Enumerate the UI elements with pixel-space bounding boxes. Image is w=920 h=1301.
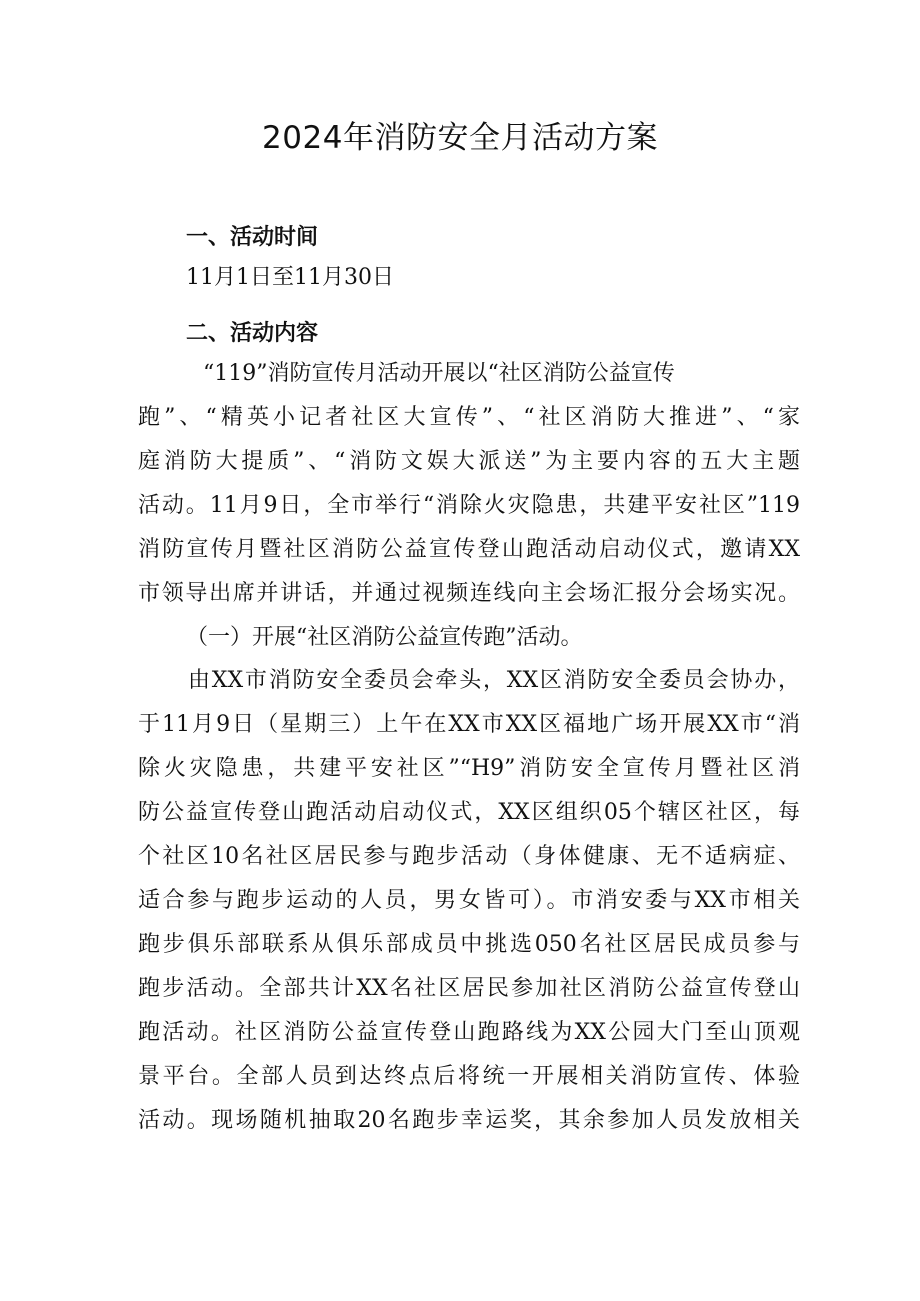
paragraph-line: 跑步俱乐部联系从俱乐部成员中挑选050名社区居民成员参与 bbox=[138, 932, 800, 957]
paragraph-line: 除火灾隐患，共建平安社区”“H9”消防安全宣传月暨社区消 bbox=[138, 756, 800, 781]
paragraph-line: 活动。11月9日，全市举行“消除火灾隐患，共建平安社区”119 bbox=[138, 493, 800, 518]
paragraph-line: 于11月9日（星期三）上午在XX市XX区福地广场开展XX市“消 bbox=[138, 712, 800, 737]
paragraph-line: 消防宣传月暨社区消防公益宣传登山跑活动启动仪式，邀请XX bbox=[138, 537, 800, 562]
paragraph-line: 防公益宣传登山跑活动启动仪式，XX区组织05个辖区社区，每 bbox=[138, 800, 800, 825]
paragraph-line: 跑步活动。全部共计XX名社区居民参加社区消防公益宣传登山 bbox=[138, 976, 800, 1001]
paragraph-line: 适合参与跑步运动的人员，男女皆可）。市消安委与XX市相关 bbox=[138, 888, 800, 913]
section-heading-activity-content: 二、活动内容 bbox=[186, 321, 319, 346]
paragraph-line: 跑”、“精英小记者社区大宣传”、“社区消防大推进”、“家 bbox=[138, 405, 800, 430]
paragraph-line: 景平台。全部人员到达终点后将统一开展相关消防宣传、体验 bbox=[138, 1064, 800, 1089]
paragraph-line: 活动。现场随机抽取20名跑步幸运奖，其余参加人员发放相关 bbox=[138, 1108, 800, 1133]
paragraph-line: 庭消防大提质”、“消防文娱大派送”为主要内容的五大主题 bbox=[138, 449, 800, 474]
paragraph-line: “119”消防宣传月活动开展以“社区消防公益宣传 bbox=[203, 361, 675, 386]
paragraph-line: 市领导出席并讲话，并通过视频连线向主会场汇报分会场实况。 bbox=[138, 581, 800, 606]
document-title: 2024年消防安全月活动方案 bbox=[262, 120, 658, 156]
paragraph-line: 由XX市消防安全委员会牵头，XX区消防安全委员会协办， bbox=[188, 668, 800, 693]
subheading-community-run: （一）开展“社区消防公益宣传跑”活动。 bbox=[186, 625, 583, 650]
section-heading-activity-time: 一、活动时间 bbox=[186, 225, 319, 250]
activity-time-text: 11月1日至11月30日 bbox=[186, 265, 394, 290]
paragraph-line: 个社区10名社区居民参与跑步活动（身体健康、无不适病症、 bbox=[138, 844, 800, 869]
paragraph-line: 跑活动。社区消防公益宣传登山跑路线为XX公园大门至山顶观 bbox=[138, 1020, 800, 1045]
